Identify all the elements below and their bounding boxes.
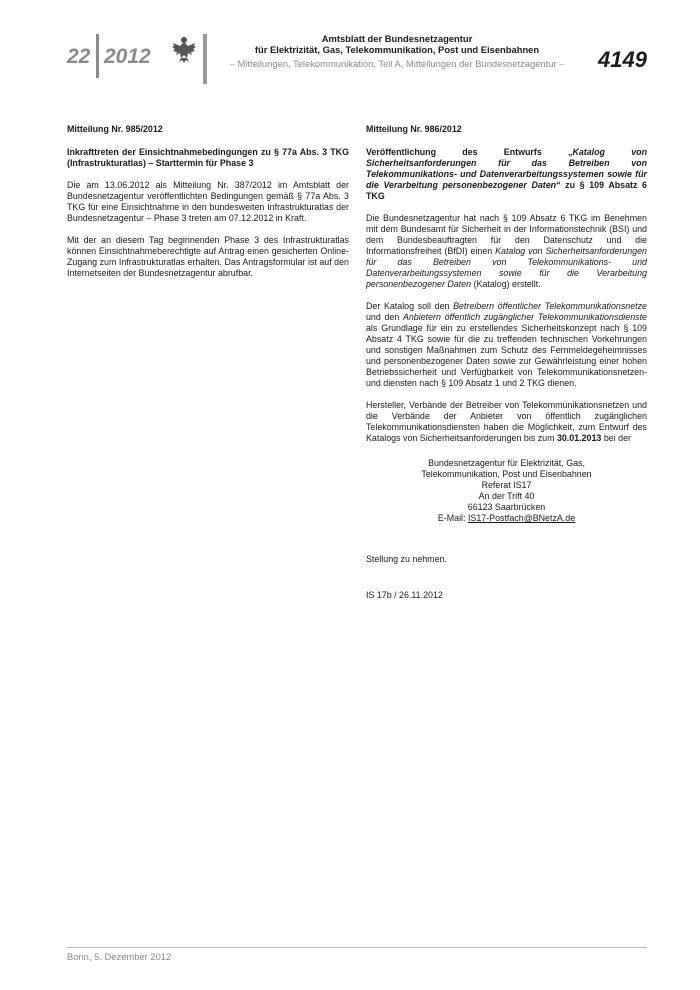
notice-paragraph-1: Die Bundesnetzagentur hat nach § 109 Absatz 6 TKG im Benehmen mit dem Bundesamt für Sicherheit in der Informationstechnik (BSI) und dem Bundesbeauftragten für den Datenschutz und die Informationsfreiheit (BfDI) einen Katalog von Sicherheitsanforderungen für das Betreiben von Telekommunikations- und Datenverarbeitungssystemen sowie für die Verarbeitung personenbezogener Daten (Katalog) erstellt.	[366, 213, 647, 289]
address-line: 66123 Saarbrücken	[467, 502, 546, 512]
footer-place-date: Bonn, 5. Dezember 2012	[67, 951, 172, 962]
page-number: 4149	[598, 47, 647, 72]
address-line: Telekommunikation, Post und Eisenbahnen	[421, 469, 592, 479]
reference-number: IS 17b / 26.11.2012	[366, 590, 443, 600]
gazette-title: Amtsblatt der Bundesnetzagentur	[321, 33, 473, 44]
notice-paragraph-1: Die am 13.06.2012 als Mitteilung Nr. 387/2012 im Amtsblatt der Bundesnetzagentur veröffentlichten Bedingungen gemäß § 77a Abs. 3 TKG für eine Einsichtnahme in den bundesweiten Infrastrukturatlas der Bundesnetzagentur – Phase 3 treten am 07.12.2012 in Kraft.	[67, 180, 349, 223]
notice-subject: Inkrafttreten der Einsichtnahmebedingungen zu § 77a Abs. 3 TKG (Infrastrukturatlas) – Starttermin für Phase 3	[67, 147, 349, 168]
left-column	[67, 124, 349, 290]
email-link[interactable]: IS17-Postfach@BNetzA.de	[467, 513, 576, 523]
notice-paragraph-2: Mit der an diesem Tag beginnenden Phase 3 des Infrastrukturatlas können Einsichtnahmeberechtigte auf Antrag einen gesicherten Online-Zugang zum Infrastrukturatlas erhalten. Das Antragsformular ist auf den Internetseiten der Bundesnetzagentur abrufbar.	[67, 235, 349, 278]
issue-number: 22	[67, 45, 91, 68]
email-line: E-Mail: IS17-Postfach@BNetzA.de	[437, 513, 576, 523]
address-block	[366, 458, 647, 524]
closing-line: Stellung zu nehmen.	[366, 554, 447, 564]
notice-number: Mitteilung Nr. 985/2012	[67, 124, 163, 134]
issue-divider	[96, 34, 99, 78]
address-line: Referat IS17	[481, 480, 532, 490]
footer-divider	[67, 947, 647, 948]
notice-paragraph-2: Der Katalog soll den Betreibern öffentlicher Telekommunikationsnetze und den Anbietern öffentlich zugänglicher Telekommunikationsdienste als Grundlage für ein zu erstellendes Sicherheitskonzept nach § 109 Absatz 4 TKG sowie für die zu treffenden technischen Vorkehrungen und sonstigen Maßnahmen zum Schutz des Fernmeldegeheimnisses und personenbezogener Daten sowie zur Gewährleistung einer hohen Betriebssicherheit und Verfügbarkeit von Telekommunikationsnetzen- und diensten nach § 109 Absatz 1 und 2 TKG dienen.	[366, 301, 647, 388]
notice-paragraph-3: Hersteller, Verbände der Betreiber von Telekommunikationsnetzen und die Verbände der Anbieter von öffentlich zugänglichen Telekommunikationsdiensten haben die Möglichkeit, zum Entwurf des Katalogs von Sicherheitsanforderungen bis zum 30.01.2013 bei der	[366, 400, 647, 443]
issue-year: 2012	[104, 45, 151, 68]
header-divider	[203, 34, 207, 84]
section-line: – Mitteilungen, Telekommunikation, Teil A, Mitteilungen der Bundesnetzagentur –	[229, 58, 565, 69]
notice-number: Mitteilung Nr. 986/2012	[366, 124, 462, 134]
notice-subject: Veröffentlichung des Entwurfs „Katalog von Sicherheitsanforderungen für das Betreiben von Telekommunikations- und Datenverarbeitungssystemen sowie für die Verarbeitung personenbezogener Daten“ zu § 109 Absatz 6 TKG	[366, 147, 647, 201]
address-line: Bundesnetzagentur für Elektrizität, Gas,	[428, 458, 585, 468]
address-line: An der Trift 40	[478, 491, 535, 501]
federal-eagle-icon	[169, 34, 199, 64]
gazette-subtitle: für Elektrizität, Gas, Telekommunikation, Post und Eisenbahnen	[254, 44, 540, 55]
right-column	[366, 124, 647, 612]
